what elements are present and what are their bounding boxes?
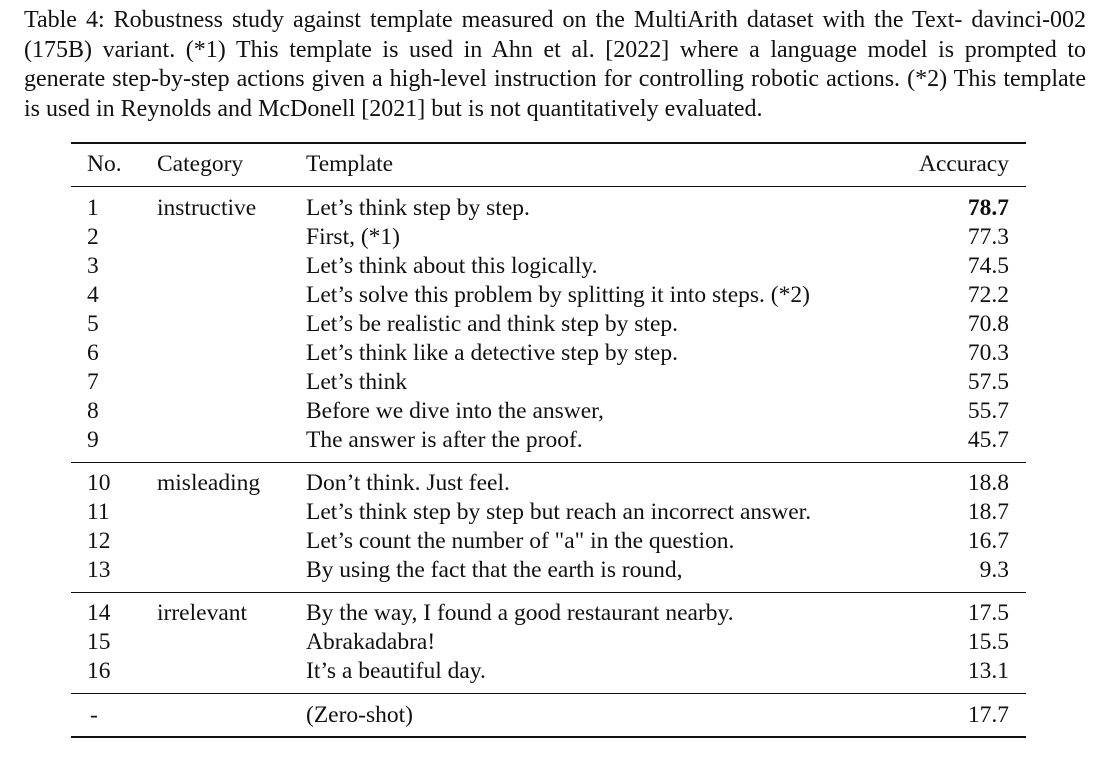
row-accuracy: 17.5 — [967, 600, 1009, 626]
row-accuracy: 45.7 — [967, 427, 1009, 453]
row-accuracy: 18.7 — [967, 499, 1009, 525]
row-accuracy: 70.8 — [967, 311, 1009, 337]
row-no: 7 — [87, 369, 99, 395]
row-template: By the way, I found a good restaurant nearby. — [306, 600, 734, 626]
caption-line-2: davinci-002 (175B) variant. (*1) This template is used in Ahn et al. [2022] where a language model is — [24, 7, 1086, 63]
table-row — [0, 339, 1102, 368]
table-row-zero-shot — [0, 701, 1102, 730]
row-accuracy-best: 78.7 — [967, 195, 1009, 221]
table-caption — [24, 6, 1086, 124]
table-row — [0, 194, 1102, 223]
header-category: Category — [157, 151, 244, 177]
row-no: 4 — [87, 282, 99, 308]
row-no: 9 — [87, 427, 99, 453]
row-no: 8 — [87, 398, 99, 424]
header-rule — [71, 186, 1026, 187]
table-row — [0, 426, 1102, 455]
row-no: - — [90, 702, 98, 728]
row-accuracy: 18.8 — [967, 470, 1009, 496]
row-accuracy: 74.5 — [967, 253, 1009, 279]
row-no: 15 — [87, 629, 111, 655]
row-template: Abrakadabra! — [306, 629, 436, 655]
caption-line-1: Table 4: Robustness study against template measured on the MultiArith dataset with the Text- — [24, 7, 963, 33]
row-template: The answer is after the proof. — [306, 427, 583, 453]
table-row — [0, 223, 1102, 252]
row-accuracy: 57.5 — [967, 369, 1009, 395]
table-row — [0, 252, 1102, 281]
row-no: 6 — [87, 340, 99, 366]
row-no: 14 — [87, 600, 111, 626]
row-category: misleading — [157, 470, 261, 496]
group-rule-3 — [71, 693, 1026, 694]
row-template: Let’s think like a detective step by step. — [306, 340, 678, 366]
row-template: Let’s think step by step. — [306, 195, 530, 221]
table-row — [0, 310, 1102, 339]
row-accuracy: 9.3 — [979, 557, 1009, 583]
caption-line-4: (*2) This template is used in Reynolds and McDonell [2021] but is not quantitatively evaluated. — [24, 66, 1086, 122]
row-no: 12 — [87, 528, 111, 554]
table-row — [0, 599, 1102, 628]
row-accuracy: 13.1 — [967, 658, 1009, 684]
header-template: Template — [306, 151, 394, 177]
row-no: 2 — [87, 224, 99, 250]
table-row — [0, 469, 1102, 498]
row-template: It’s a beautiful day. — [306, 658, 486, 684]
row-template: Let’s count the number of "a" in the question. — [306, 528, 735, 554]
table-row — [0, 368, 1102, 397]
row-template: First, (*1) — [306, 224, 400, 250]
row-category: instructive — [157, 195, 257, 221]
row-template: Before we dive into the answer, — [306, 398, 604, 424]
header-no: No. — [87, 151, 122, 177]
row-accuracy: 17.7 — [967, 702, 1009, 728]
row-template: By using the fact that the earth is round, — [306, 557, 683, 583]
row-no: 10 — [87, 470, 111, 496]
header-accuracy: Accuracy — [918, 151, 1009, 177]
row-no: 13 — [87, 557, 111, 583]
table-row — [0, 657, 1102, 686]
table-row — [0, 498, 1102, 527]
row-accuracy: 55.7 — [967, 398, 1009, 424]
row-template: Let’s think — [306, 369, 408, 395]
row-template: Let’s think step by step but reach an incorrect answer. — [306, 499, 812, 525]
row-category: irrelevant — [157, 600, 248, 626]
row-template: Don’t think. Just feel. — [306, 470, 510, 496]
row-accuracy: 15.5 — [967, 629, 1009, 655]
row-accuracy: 77.3 — [967, 224, 1009, 250]
row-no: 3 — [87, 253, 99, 279]
row-accuracy: 16.7 — [967, 528, 1009, 554]
table-bottom-rule — [71, 736, 1026, 738]
row-accuracy: 70.3 — [967, 340, 1009, 366]
row-accuracy: 72.2 — [967, 282, 1009, 308]
row-template: Let’s be realistic and think step by step. — [306, 311, 678, 337]
table-row — [0, 397, 1102, 426]
table-row — [0, 556, 1102, 585]
table-row — [0, 281, 1102, 310]
table-row — [0, 628, 1102, 657]
group-rule-2 — [71, 592, 1026, 593]
table-row — [0, 527, 1102, 556]
group-rule-1 — [71, 462, 1026, 463]
row-no: 11 — [87, 499, 110, 525]
table-header-row — [0, 150, 1102, 179]
row-template: (Zero-shot) — [306, 702, 414, 728]
row-no: 5 — [87, 311, 99, 337]
row-template: Let’s solve this problem by splitting it into steps. (*2) — [306, 282, 810, 308]
caption-line-3: prompted to generate step-by-step actions given a high-level instruction for controlling robotic actions. — [24, 36, 1086, 93]
row-no: 16 — [87, 658, 111, 684]
row-no: 1 — [87, 195, 99, 221]
table-top-rule — [71, 142, 1026, 144]
row-template: Let’s think about this logically. — [306, 253, 598, 279]
